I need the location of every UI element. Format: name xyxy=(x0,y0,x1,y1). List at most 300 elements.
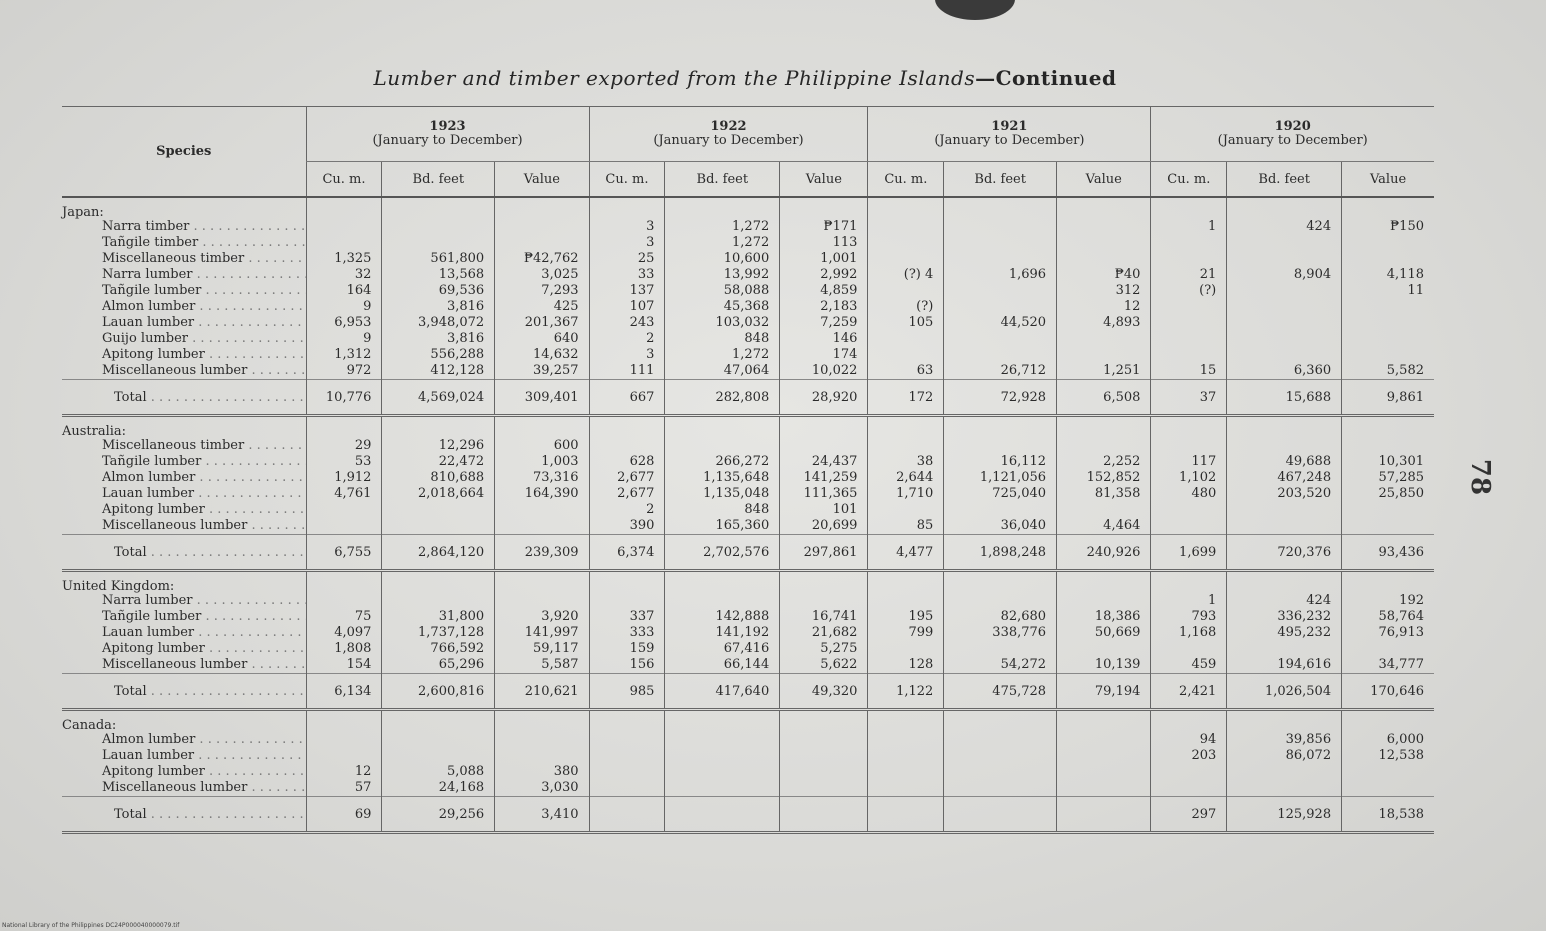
species-label: Apitong lumber . . . xyxy=(62,502,306,518)
col-bd-feet: Bd. feet xyxy=(1227,162,1342,198)
value-cell: 47,064 xyxy=(665,363,780,380)
value-cell xyxy=(382,502,495,518)
value-cell xyxy=(1227,299,1342,315)
col-value: Value xyxy=(1057,162,1151,198)
value-cell: 412,128 xyxy=(382,363,495,380)
value-cell xyxy=(944,780,1057,797)
value-cell xyxy=(868,219,944,235)
value-cell: 1,272 xyxy=(665,219,780,235)
value-cell: 1,737,128 xyxy=(382,625,495,641)
value-cell: 810,688 xyxy=(382,470,495,486)
value-cell xyxy=(382,732,495,748)
value-cell: 26,712 xyxy=(944,363,1057,380)
value-cell xyxy=(1342,347,1434,363)
species-label: Guijo lumber . . . xyxy=(62,331,306,347)
value-cell: 13,568 xyxy=(382,267,495,283)
value-cell: 164 xyxy=(306,283,382,299)
value-cell: 9 xyxy=(306,299,382,315)
scan-footer: National Library of the Philippines DC24P000040000079.tif xyxy=(2,922,180,929)
total-cell: 720,376 xyxy=(1227,535,1342,571)
total-cell: 3,410 xyxy=(495,797,589,833)
value-cell xyxy=(944,502,1057,518)
value-cell xyxy=(1151,347,1227,363)
value-cell: 103,032 xyxy=(665,315,780,331)
value-cell: 15 xyxy=(1151,363,1227,380)
empty-cell xyxy=(1057,710,1151,733)
value-cell xyxy=(495,748,589,764)
col-value: Value xyxy=(1342,162,1434,198)
value-cell: 141,997 xyxy=(495,625,589,641)
value-cell: 146 xyxy=(780,331,868,347)
value-cell: ₱40 xyxy=(1057,267,1151,283)
empty-cell xyxy=(1227,197,1342,219)
species-label: Apitong lumber . . . xyxy=(62,641,306,657)
value-cell xyxy=(495,235,589,251)
empty-cell xyxy=(944,710,1057,733)
total-cell: 6,374 xyxy=(589,535,665,571)
col-value: Value xyxy=(780,162,868,198)
total-cell: 1,122 xyxy=(868,674,944,710)
value-cell xyxy=(589,780,665,797)
total-cell: 417,640 xyxy=(665,674,780,710)
table-body xyxy=(62,197,1434,833)
total-cell: 6,755 xyxy=(306,535,382,571)
value-cell: 20,699 xyxy=(780,518,868,535)
value-cell: 32 xyxy=(306,267,382,283)
value-cell xyxy=(1151,235,1227,251)
empty-cell xyxy=(1151,710,1227,733)
value-cell: 337 xyxy=(589,609,665,625)
empty-cell xyxy=(1342,197,1434,219)
total-cell: 667 xyxy=(589,380,665,416)
value-cell xyxy=(1151,331,1227,347)
total-cell: 69 xyxy=(306,797,382,833)
value-cell: 81,358 xyxy=(1057,486,1151,502)
value-cell: 459 xyxy=(1151,657,1227,674)
empty-cell xyxy=(868,416,944,439)
empty-cell xyxy=(306,571,382,594)
value-cell: 8,904 xyxy=(1227,267,1342,283)
empty-cell xyxy=(495,710,589,733)
col-bd-feet: Bd. feet xyxy=(382,162,495,198)
total-cell: 172 xyxy=(868,380,944,416)
species-label: Miscellaneous lumber . . . xyxy=(62,657,306,674)
value-cell xyxy=(868,502,944,518)
value-cell: 154 xyxy=(306,657,382,674)
value-cell: 11 xyxy=(1342,283,1434,299)
value-cell: 3 xyxy=(589,235,665,251)
species-label: Tañgile lumber . . . xyxy=(62,609,306,625)
value-cell xyxy=(382,593,495,609)
value-cell: 105 xyxy=(868,315,944,331)
col-cu-m: Cu. m. xyxy=(868,162,944,198)
value-cell: 3 xyxy=(589,347,665,363)
total-cell: 15,688 xyxy=(1227,380,1342,416)
value-cell: 1,312 xyxy=(306,347,382,363)
empty-cell xyxy=(589,710,665,733)
value-cell xyxy=(1151,780,1227,797)
value-cell: 556,288 xyxy=(382,347,495,363)
value-cell xyxy=(1342,315,1434,331)
value-cell xyxy=(1342,438,1434,454)
value-cell: 2 xyxy=(589,502,665,518)
total-cell xyxy=(868,797,944,833)
species-label: Almon lumber . . . xyxy=(62,299,306,315)
empty-cell xyxy=(382,197,495,219)
value-cell: 1,272 xyxy=(665,347,780,363)
value-cell: 25 xyxy=(589,251,665,267)
value-cell: 58,764 xyxy=(1342,609,1434,625)
value-cell xyxy=(1227,315,1342,331)
empty-cell xyxy=(780,197,868,219)
value-cell xyxy=(1057,438,1151,454)
value-cell: 111 xyxy=(589,363,665,380)
value-cell xyxy=(1057,219,1151,235)
value-cell xyxy=(1227,251,1342,267)
value-cell: 73,316 xyxy=(495,470,589,486)
total-cell xyxy=(589,797,665,833)
empty-cell xyxy=(1342,416,1434,439)
value-cell xyxy=(1057,780,1151,797)
value-cell: 467,248 xyxy=(1227,470,1342,486)
table-row xyxy=(62,347,1434,363)
value-cell: 38 xyxy=(868,454,944,470)
value-cell: 7,293 xyxy=(495,283,589,299)
value-cell: 85 xyxy=(868,518,944,535)
value-cell: 799 xyxy=(868,625,944,641)
value-cell: (?) 4 xyxy=(868,267,944,283)
species-label: Miscellaneous lumber . . . xyxy=(62,518,306,535)
total-cell: 6,134 xyxy=(306,674,382,710)
value-cell: 22,472 xyxy=(382,454,495,470)
empty-cell xyxy=(665,416,780,439)
value-cell: 380 xyxy=(495,764,589,780)
table-row xyxy=(62,219,1434,235)
value-cell: 3,816 xyxy=(382,299,495,315)
value-cell xyxy=(1057,732,1151,748)
empty-cell xyxy=(1227,571,1342,594)
value-cell xyxy=(1151,502,1227,518)
value-cell: 1,251 xyxy=(1057,363,1151,380)
value-cell: 561,800 xyxy=(382,251,495,267)
value-cell: 1,121,056 xyxy=(944,470,1057,486)
value-cell xyxy=(944,764,1057,780)
table-row xyxy=(62,593,1434,609)
value-cell xyxy=(1057,641,1151,657)
value-cell: 1,135,648 xyxy=(665,470,780,486)
value-cell: 117 xyxy=(1151,454,1227,470)
value-cell xyxy=(868,438,944,454)
species-column-header: Species xyxy=(62,107,306,198)
value-cell: 142,888 xyxy=(665,609,780,625)
total-label: Total . . . xyxy=(62,674,306,710)
value-cell xyxy=(1057,235,1151,251)
total-row xyxy=(62,535,1434,571)
value-cell xyxy=(1342,235,1434,251)
total-cell: 28,920 xyxy=(780,380,868,416)
value-cell: (?) xyxy=(1151,283,1227,299)
value-cell xyxy=(868,331,944,347)
value-cell xyxy=(382,518,495,535)
value-cell: 16,112 xyxy=(944,454,1057,470)
value-cell xyxy=(944,593,1057,609)
empty-cell xyxy=(306,416,382,439)
value-cell: 2,992 xyxy=(780,267,868,283)
table-row xyxy=(62,315,1434,331)
value-cell xyxy=(1151,438,1227,454)
value-cell: 113 xyxy=(780,235,868,251)
value-cell xyxy=(495,502,589,518)
species-label: Tañgile lumber . . . xyxy=(62,454,306,470)
table-row xyxy=(62,438,1434,454)
value-cell: 628 xyxy=(589,454,665,470)
value-cell: 16,741 xyxy=(780,609,868,625)
value-cell xyxy=(1227,641,1342,657)
value-cell: 425 xyxy=(495,299,589,315)
value-cell: 58,088 xyxy=(665,283,780,299)
table-row xyxy=(62,609,1434,625)
table-row xyxy=(62,764,1434,780)
value-cell: 2,677 xyxy=(589,470,665,486)
value-cell xyxy=(1227,235,1342,251)
total-cell: 210,621 xyxy=(495,674,589,710)
table-row xyxy=(62,748,1434,764)
value-cell xyxy=(1227,764,1342,780)
empty-cell xyxy=(780,710,868,733)
value-cell xyxy=(1227,780,1342,797)
value-cell xyxy=(306,732,382,748)
value-cell xyxy=(944,347,1057,363)
value-cell xyxy=(382,219,495,235)
species-label: Narra lumber . . . xyxy=(62,267,306,283)
empty-cell xyxy=(589,416,665,439)
value-cell: 5,587 xyxy=(495,657,589,674)
value-cell: 107 xyxy=(589,299,665,315)
species-label: Tañgile timber . . . xyxy=(62,235,306,251)
total-cell: 18,538 xyxy=(1342,797,1434,833)
empty-cell xyxy=(589,197,665,219)
total-row xyxy=(62,674,1434,710)
value-cell xyxy=(944,235,1057,251)
total-cell xyxy=(665,797,780,833)
value-cell: 141,259 xyxy=(780,470,868,486)
total-cell: 297 xyxy=(1151,797,1227,833)
value-cell: 5,275 xyxy=(780,641,868,657)
value-cell: 75 xyxy=(306,609,382,625)
value-cell: 39,856 xyxy=(1227,732,1342,748)
value-cell xyxy=(1342,764,1434,780)
value-cell xyxy=(944,641,1057,657)
value-cell xyxy=(1057,347,1151,363)
empty-cell xyxy=(1057,416,1151,439)
value-cell xyxy=(1227,518,1342,535)
value-cell: 21 xyxy=(1151,267,1227,283)
table-row xyxy=(62,331,1434,347)
value-cell: 10,301 xyxy=(1342,454,1434,470)
total-cell: 2,864,120 xyxy=(382,535,495,571)
table-row xyxy=(62,502,1434,518)
value-cell xyxy=(868,283,944,299)
value-cell xyxy=(382,748,495,764)
total-row xyxy=(62,380,1434,416)
species-label: Lauan lumber . . . xyxy=(62,486,306,502)
value-cell xyxy=(1151,299,1227,315)
value-cell xyxy=(589,593,665,609)
value-cell: 1,808 xyxy=(306,641,382,657)
binding-hole-mark xyxy=(935,0,1015,20)
value-cell: 848 xyxy=(665,331,780,347)
value-cell: 53 xyxy=(306,454,382,470)
value-cell xyxy=(868,251,944,267)
value-cell: ₱171 xyxy=(780,219,868,235)
total-cell: 6,508 xyxy=(1057,380,1151,416)
empty-cell xyxy=(1151,571,1227,594)
table-row xyxy=(62,657,1434,674)
table-row xyxy=(62,454,1434,470)
value-cell: 101 xyxy=(780,502,868,518)
value-cell: 203 xyxy=(1151,748,1227,764)
empty-cell xyxy=(944,571,1057,594)
total-cell: 125,928 xyxy=(1227,797,1342,833)
value-cell xyxy=(1342,641,1434,657)
empty-cell xyxy=(1151,197,1227,219)
value-cell: 4,761 xyxy=(306,486,382,502)
total-cell: 29,256 xyxy=(382,797,495,833)
value-cell: 67,416 xyxy=(665,641,780,657)
empty-cell xyxy=(495,416,589,439)
empty-cell xyxy=(780,571,868,594)
empty-cell xyxy=(1227,710,1342,733)
value-cell: 640 xyxy=(495,331,589,347)
region-name: United Kingdom: xyxy=(62,579,175,594)
table-row xyxy=(62,251,1434,267)
value-cell: 65,296 xyxy=(382,657,495,674)
total-cell: 4,569,024 xyxy=(382,380,495,416)
value-cell xyxy=(589,748,665,764)
value-cell: 1,003 xyxy=(495,454,589,470)
value-cell: 4,464 xyxy=(1057,518,1151,535)
value-cell: 14,632 xyxy=(495,347,589,363)
empty-cell xyxy=(665,710,780,733)
value-cell: 165,360 xyxy=(665,518,780,535)
empty-cell xyxy=(665,571,780,594)
value-cell xyxy=(1342,251,1434,267)
value-cell: 10,139 xyxy=(1057,657,1151,674)
total-cell: 49,320 xyxy=(780,674,868,710)
region-name: Australia: xyxy=(62,424,127,439)
value-cell xyxy=(1057,593,1151,609)
col-bd-feet: Bd. feet xyxy=(944,162,1057,198)
value-cell xyxy=(868,748,944,764)
value-cell: 34,777 xyxy=(1342,657,1434,674)
value-cell: 4,893 xyxy=(1057,315,1151,331)
table-row xyxy=(62,518,1434,535)
total-cell: 10,776 xyxy=(306,380,382,416)
value-cell: 10,022 xyxy=(780,363,868,380)
value-cell xyxy=(1151,518,1227,535)
title-text: Lumber and timber exported from the Philippine Islands xyxy=(373,66,976,90)
value-cell: 12,296 xyxy=(382,438,495,454)
total-cell: 2,702,576 xyxy=(665,535,780,571)
value-cell: 39,257 xyxy=(495,363,589,380)
col-bd-feet: Bd. feet xyxy=(665,162,780,198)
value-cell xyxy=(1057,251,1151,267)
value-cell: 4,118 xyxy=(1342,267,1434,283)
value-cell: 59,117 xyxy=(495,641,589,657)
table-header xyxy=(62,107,1434,198)
value-cell: 3,920 xyxy=(495,609,589,625)
value-cell: 5,088 xyxy=(382,764,495,780)
total-cell xyxy=(780,797,868,833)
value-cell xyxy=(665,732,780,748)
empty-cell xyxy=(868,571,944,594)
total-cell: 282,808 xyxy=(665,380,780,416)
value-cell xyxy=(868,764,944,780)
value-cell xyxy=(944,283,1057,299)
value-cell: 848 xyxy=(665,502,780,518)
table-row xyxy=(62,732,1434,748)
value-cell xyxy=(1227,347,1342,363)
value-cell: 1,272 xyxy=(665,235,780,251)
value-cell: 1,325 xyxy=(306,251,382,267)
total-label: Total . . . xyxy=(62,535,306,571)
total-cell: 297,861 xyxy=(780,535,868,571)
value-cell: 2,677 xyxy=(589,486,665,502)
empty-cell xyxy=(589,571,665,594)
value-cell: ₱150 xyxy=(1342,219,1434,235)
value-cell xyxy=(1342,502,1434,518)
value-cell: 3,948,072 xyxy=(382,315,495,331)
value-cell: 1,168 xyxy=(1151,625,1227,641)
value-cell: ₱42,762 xyxy=(495,251,589,267)
empty-cell xyxy=(665,197,780,219)
empty-cell xyxy=(1057,197,1151,219)
col-value: Value xyxy=(495,162,589,198)
year-header-1923: 1923 (January to December) xyxy=(306,107,589,162)
value-cell: 600 xyxy=(495,438,589,454)
value-cell xyxy=(382,235,495,251)
value-cell xyxy=(944,438,1057,454)
total-cell: 2,600,816 xyxy=(382,674,495,710)
value-cell: 1,102 xyxy=(1151,470,1227,486)
table-row xyxy=(62,235,1434,251)
value-cell: 3,025 xyxy=(495,267,589,283)
value-cell xyxy=(1057,764,1151,780)
value-cell: 54,272 xyxy=(944,657,1057,674)
value-cell xyxy=(1057,502,1151,518)
empty-cell xyxy=(495,197,589,219)
total-cell: 170,646 xyxy=(1342,674,1434,710)
page-number: 78 xyxy=(1465,458,1496,496)
value-cell xyxy=(944,299,1057,315)
value-cell: 69,536 xyxy=(382,283,495,299)
value-cell xyxy=(868,780,944,797)
species-label: Miscellaneous lumber . . . xyxy=(62,780,306,797)
table-row xyxy=(62,486,1434,502)
value-cell xyxy=(1057,748,1151,764)
value-cell: 2,644 xyxy=(868,470,944,486)
value-cell xyxy=(944,219,1057,235)
value-cell xyxy=(868,347,944,363)
value-cell xyxy=(868,593,944,609)
empty-cell xyxy=(868,197,944,219)
value-cell: 793 xyxy=(1151,609,1227,625)
species-label: Apitong lumber . . . xyxy=(62,347,306,363)
value-cell: 128 xyxy=(868,657,944,674)
empty-cell xyxy=(306,197,382,219)
total-cell: 475,728 xyxy=(944,674,1057,710)
species-label: Narra timber . . . xyxy=(62,219,306,235)
